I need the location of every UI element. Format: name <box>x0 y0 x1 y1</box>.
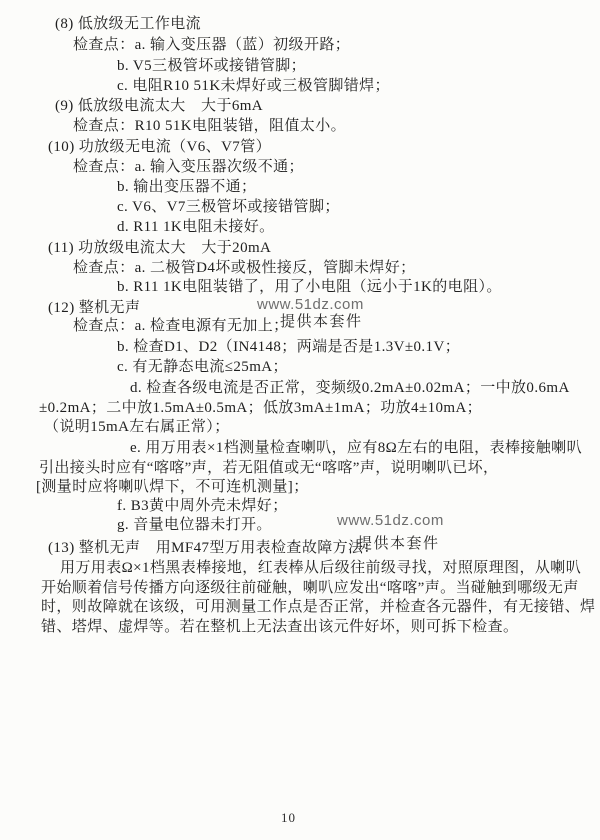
fault-item-heading: (8) 低放级无工作电流 <box>55 16 202 32</box>
check-point-line: d. R11 1K电阻未接好。 <box>117 219 275 235</box>
check-point-line: g. 音量电位器未打开。 <box>117 517 272 533</box>
check-point-line: c. 电阻R10 51K未焊好或三极管脚错焊； <box>117 78 390 94</box>
paragraph-line: ±0.2mA；二中放1.5mA±0.5mA；低放3mA±1mA；功放4±10mA； <box>39 400 483 416</box>
paragraph-line: 开始顺着信号传播方向逐级往前碰触，喇叭应发出“喀喀”声。当碰触到哪级无声 <box>41 580 579 596</box>
watermark-kit-label: 提供本套件 <box>357 535 440 552</box>
watermark-site-url: www.51dz.com <box>257 296 364 313</box>
fault-item-heading: (13) 整机无声 用MF47型万用表检查故障方法： <box>48 540 379 556</box>
check-point-line: 检查点：a. 输入变压器（蓝）初级开路； <box>73 37 351 53</box>
check-point-line: b. V5三极管坏或接错管脚； <box>117 58 307 74</box>
fault-item-heading: (10) 功放级无电流（V6、V7管） <box>48 139 272 155</box>
paragraph-line: [测量时应将喇叭焊下，不可连机测量]； <box>36 479 309 495</box>
check-point-line: d. 检查各级电流是否正常，变频级0.2mA±0.02mA；一中放0.6mA <box>130 380 570 396</box>
paragraph-line: 引出接头时应有“喀喀”声，若无阻值或无“喀喀”声，说明喇叭已坏， <box>39 460 499 476</box>
page-number: 10 <box>281 810 296 825</box>
check-point-line: b. R11 1K电阻装错了，用了小电阻（远小于1K的电阻）。 <box>117 279 502 295</box>
check-point-line: 检查点：a. 输入变压器次级不通； <box>73 159 304 175</box>
check-point-line: f. B3黄中周外壳未焊好； <box>117 498 288 514</box>
check-point-line: c. 有无静态电流≤25mA； <box>117 359 288 375</box>
watermark-site-url: www.51dz.com <box>337 512 444 529</box>
paragraph-line: 时，则故障就在该级，可用测量工作点是否正常，并检查各元器件，有无接错、焊 <box>41 599 596 615</box>
paragraph-line: 错、塔焊、虚焊等。若在整机上无法查出该元件好坏，则可拆下检查。 <box>41 619 519 635</box>
fault-item-heading: (11) 功放级电流太大 大于20mA <box>48 240 272 256</box>
check-point-line: 检查点：a. 二极管D4坏或极性接反，管脚未焊好； <box>73 260 416 276</box>
check-point-line: e. 用万用表×1档测量检查喇叭，应有8Ω左右的电阻，表棒接触喇叭 <box>130 440 582 456</box>
check-point-line: 检查点：a. 检查电源有无加上； <box>73 318 289 334</box>
paragraph-line: （说明15mA左右属正常）； <box>44 419 230 435</box>
watermark-kit-label: 提供本套件 <box>280 313 363 330</box>
check-point-line: c. V6、V7三极管坏或接错管脚； <box>117 199 340 215</box>
check-point-line: b. 输出变压器不通； <box>117 179 257 195</box>
fault-item-heading: (12) 整机无声 <box>48 300 141 316</box>
check-point-line: 检查点：R10 51K电阻装错，阻值太小。 <box>73 118 346 134</box>
paragraph-line: 用万用表Ω×1档黑表棒接地，红表棒从后级往前级寻找，对照原理图，从喇叭 <box>60 560 582 576</box>
check-point-line: b. 检查D1、D2（IN4148；两端是否是1.3V±0.1V； <box>117 339 461 355</box>
fault-item-heading: (9) 低放级电流太大 大于6mA <box>55 98 264 114</box>
